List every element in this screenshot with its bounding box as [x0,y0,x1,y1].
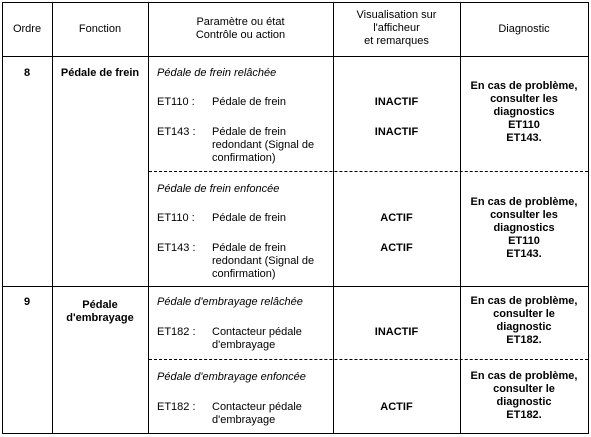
block-title: Pédale de frein enfoncée [157,183,280,195]
block-separator [149,171,588,172]
item-code: ET143 : [157,126,196,138]
item-value: ACTIF [380,212,413,224]
table-border-right [588,2,589,434]
item-label: Contacteur pédale d'embrayage [212,401,302,426]
item-label: Pédale de frein [212,96,286,108]
row-separator [2,286,589,287]
item-value: INACTIF [374,326,419,338]
block-title: Pédale d'embrayage relâchée [157,296,303,308]
diagnostic-text: En cas de problème, consulter le diagnostic ET182. [470,295,578,346]
block-title: Pédale de frein relâchée [157,67,277,79]
item-label: Pédale de frein redondant (Signal de confirmation) [212,242,315,280]
header-separator [2,56,589,57]
block-title: Pédale d'embrayage enfoncée [157,371,306,383]
item-code: ET182 : [157,326,196,338]
diagnostic-text: En cas de problème, consulter le diagnostic ET182. [470,370,578,421]
diagnostic-text: En cas de problème, consulter les diagnostics ET110 ET143. [470,196,578,260]
item-code: ET182 : [157,401,196,413]
item-value: INACTIF [374,96,419,108]
item-label: Pédale de frein redondant (Signal de confirmation) [212,126,315,164]
table-border-bottom [2,433,589,434]
table-border-top [2,2,589,3]
row-fonction: Pédale de frein [60,67,140,79]
header-visualisation: Visualisation sur l'afficheur et remarques [356,9,437,47]
diagnostic-text: En cas de problème, consulter les diagnostics ET110 ET143. [470,80,578,144]
header-fonction: Fonction [78,23,122,35]
item-label: Pédale de frein [212,212,286,224]
item-value: ACTIF [380,401,413,413]
column-divider [148,2,149,434]
header-ordre: Ordre [12,23,42,35]
item-code: ET110 : [157,212,195,224]
header-parametre: Paramètre ou état Contrôle ou action [195,16,286,41]
header-diagnostic: Diagnostic [498,23,550,35]
item-value: INACTIF [374,126,419,138]
item-label: Contacteur pédale d'embrayage [212,326,302,351]
row-ordre: 9 [23,296,31,308]
row-ordre: 8 [23,67,31,79]
row-fonction: Pédale d'embrayage [66,299,134,324]
item-code: ET110 : [157,96,195,108]
item-value: ACTIF [380,242,413,254]
item-code: ET143 : [157,242,196,254]
block-separator [149,359,588,360]
